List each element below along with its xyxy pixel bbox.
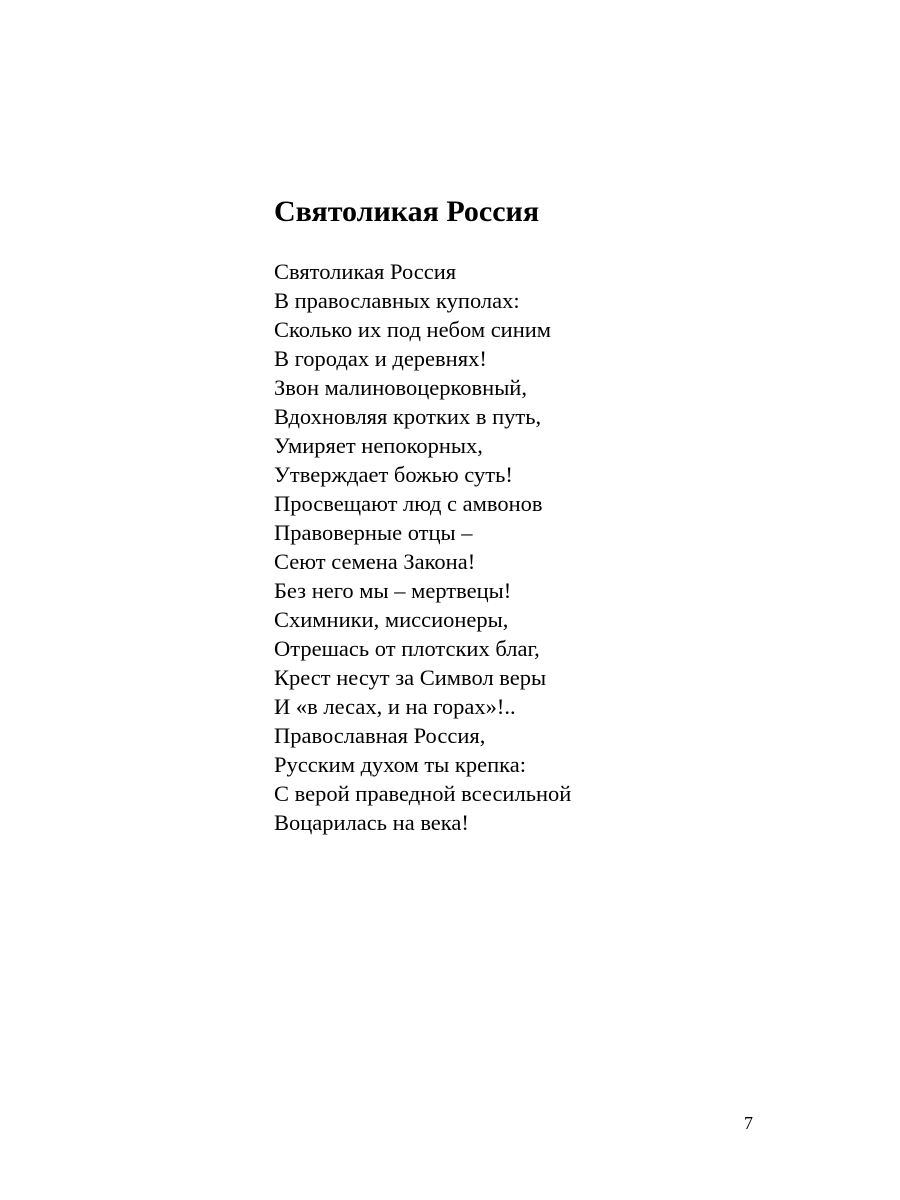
poem-line: Сеют семена Закона!: [274, 549, 476, 574]
poem-line: И «в лесах, и на горах»!..: [274, 694, 516, 719]
poem-line: В православных куполах:: [274, 288, 520, 313]
poem-line: Крест несут за Символ веры: [274, 665, 547, 690]
poem-line: Умиряет непокорных,: [274, 433, 483, 458]
poem-line: Звон малиновоцерковный,: [274, 375, 527, 400]
poem-line: Утверждает божью суть!: [274, 462, 513, 487]
poem-title: Святоликая Россия: [274, 195, 540, 228]
poem-body: [274, 257, 571, 837]
poem-line: Вдохновляя кротких в путь,: [274, 404, 542, 429]
poem-line: Отрешась от плотских благ,: [274, 636, 540, 661]
page-number: 7: [744, 1113, 753, 1133]
poem-line: Православная Россия,: [274, 723, 486, 748]
poem-line: С верой праведной всесильной: [274, 781, 572, 806]
poem-line: Схимники, миссионеры,: [274, 607, 509, 632]
poem-line: Без него мы – мертвецы!: [274, 578, 512, 603]
poem-line: Святоликая Россия: [274, 259, 457, 284]
poem-line: Русским духом ты крепка:: [274, 752, 526, 777]
poem-line: Правоверные отцы –: [274, 520, 473, 545]
poem-line: Просвещают люд с амвонов: [274, 491, 543, 516]
poem-line: Сколько их под небом синим: [274, 317, 552, 342]
poem-line: В городах и деревнях!: [274, 346, 487, 371]
poem-line: Воцарилась на века!: [274, 810, 469, 835]
